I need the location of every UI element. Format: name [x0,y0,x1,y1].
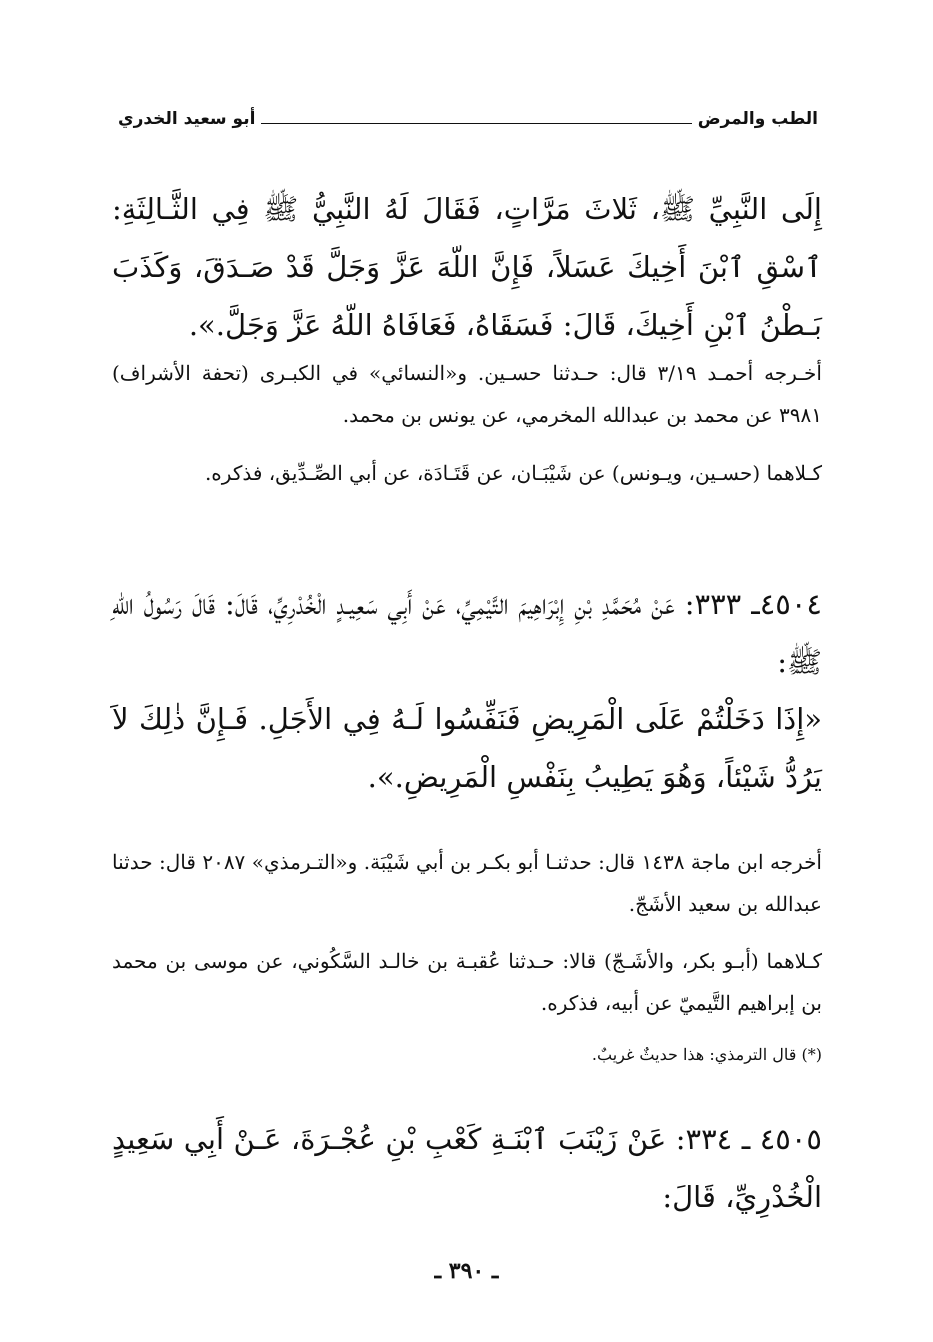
hadith-4504-text: «إِذَا دَخَلْتُمْ عَلَى الْمَرِيضِ فَنَفِّسُوا لَـهُ فِي الأَجَلِ. فَـإِنَّ ذٰلِكَ لاَ يَرُدُّ شَيْئاً، وَهُوَ يَطِيبُ بِنَفْسِ الْمَرِيضِ.». [112,702,822,794]
hadith-4504-heading: ٤٥٠٤ـ ٣٣٣: عَنْ مُحَمَّدِ بْنِ إِبْرَاهِيمَ التَّيْمِيِّ، عَنْ أَبِي سَعِيـدٍ الْخُدْرِيِّ، قَالَ: قَالَ رَسُولُ اللّهِ ﷺ: [112,587,822,679]
running-header [118,104,818,134]
hadith-continuation: إِلَى النَّبِيِّ ﷺ، ثَلاثَ مَرَّاتٍ، فَقَالَ لَهُ النَّبِيُّ ﷺ فِي الثَّـالِثَةِ: ٱسْقِ ٱبْنَ أَخِيكَ عَسَلاً، فَإِنَّ اللّهَ عَزَّ وَجَلَّ قَدْ صَـدَقَ، وَكَذَبَ بَـطْنُ ٱبْنِ أَخِيكَ، قَالَ: فَسَقَاهُ، فَعَافَاهُ اللّهُ عَزَّ وَجَلَّ.». [112,192,822,342]
footnote: (*) قال الترمذي: هذا حديثٌ غريبٌ. [591,1045,822,1064]
takhrij-paragraph-2: كـلاهما (حسـين، ويـونس) عن شَيْبَـان، عن قَتَـادَة، عن أبي الصِّـدِّيق، فذكره. [204,461,822,485]
header-right-title: الطب والمرض [697,109,818,129]
header-rule [261,123,691,124]
takhrij-paragraph-4: كـلاهما (أبـو بكر، والأشَـجّ) قالا: حـدثنا عُقبـة بن خالـد السَّكُوني، عن موسى بن محمد بن إبراهيم التَّيميّ عن أبيه، فذكره. [112,949,822,1015]
hadith-4505-heading: ٤٥٠٥ ـ ٣٣٤: عَنْ زَيْنَبَ ٱبْنَـةِ كَعْبِ بْنِ عُجْـرَةَ، عَـنْ أَبِي سَعِيدٍ الْخُدْرِيِّ، قَالَ: [112,1122,822,1214]
takhrij-paragraph-3: أخرجه ابن ماجة ١٤٣٨ قال: حدثنـا أبو بكـر بن أبي شَيْبَة. و«التـرمذي» ٢٠٨٧ قال: حدثنا عبدالله بن سعيد الأشَجّ. [112,850,822,916]
header-left-title: أبو سعيد الخدري [118,109,256,129]
takhrij-paragraph-1: أخـرجه أحمـد ٣/١٩ قال: حـدثنا حسـين. و«النسائي» في الكبـرى (تحفة الأشراف) ٣٩٨١ عن محمد بن عبدالله المخرمي، عن يونس بن محمد. [112,361,822,427]
page-number: ـ ٣٩٠ ـ [434,1258,499,1284]
